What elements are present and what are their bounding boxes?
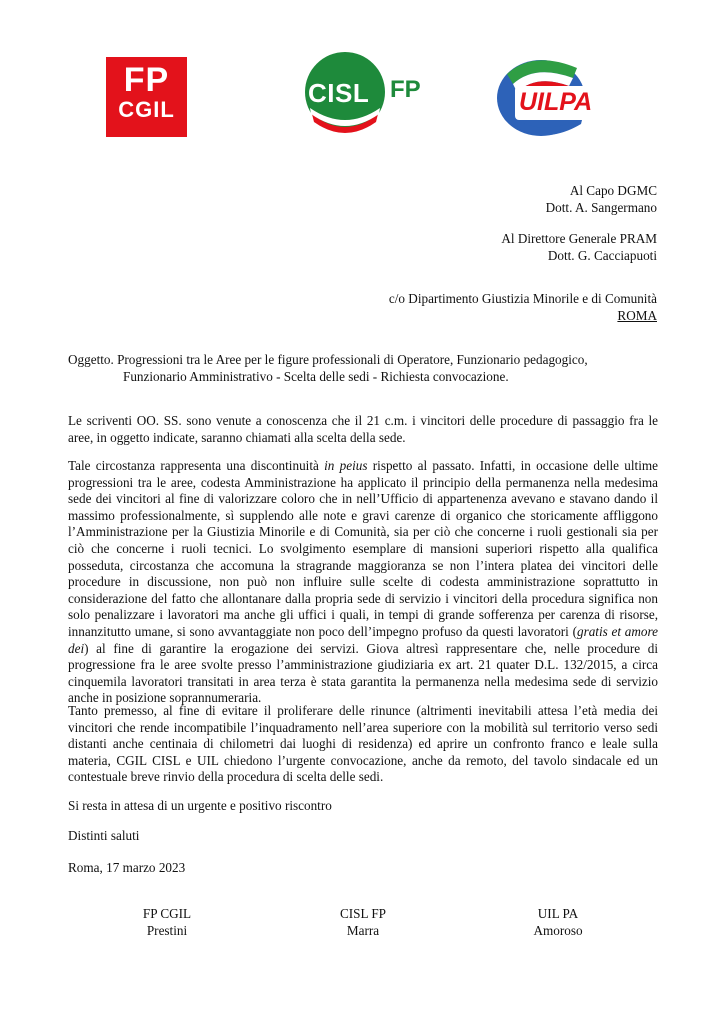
signature-uil-pa (498, 906, 618, 939)
recipient-block-2 (501, 230, 657, 264)
recipient-3-line-1: c/o Dipartimento Giustizia Minorile e di Comunità (388, 291, 657, 306)
signature-cisl-fp (303, 906, 423, 939)
subject-line (68, 351, 668, 385)
closing-salutation: Distinti saluti (68, 828, 140, 843)
uil-pa-logo-text: UILPA (519, 88, 593, 116)
body-paragraph-2-emphasis-2: gratis et amore dei (68, 623, 658, 656)
fp-cgil-logo (106, 57, 187, 137)
signature-fp-cgil (107, 906, 227, 939)
body-paragraph-2-emphasis-1: in peius (324, 458, 368, 473)
cisl-logo-text: CISL (308, 78, 370, 108)
signature-name: Prestini (146, 922, 188, 938)
signature-name: Marra (346, 922, 380, 938)
recipient-block-3 (389, 290, 657, 324)
uil-pa-logo (493, 52, 623, 140)
body-paragraph-2 (68, 458, 658, 707)
subject-line-2: Funzionario Amministrativo - Scelta delle sedi - Richiesta convocazione. (123, 369, 509, 385)
body-paragraph-2-part-c: ) al fine di garantire la erogazione dei servizi. Giova altresì rappresentare che, nelle procedure di progressione fra le aree svolte presso l’amministrazione giudiziaria ex art. 21 quater D.L. 132/2015, a circa cinquemila lavoratori transitati in area terza è stata garantita la permanenza nella medesima sede di servizio anche in posizione soprannumeraria. (68, 640, 658, 706)
fp-cgil-logo-line2: CGIL (118, 97, 175, 122)
recipient-2-line-2: Dott. G. Cacciapuoti (547, 248, 657, 263)
body-paragraph-3: Tanto premesso, al fine di evitare il proliferare delle rinunce (altrimenti inevitabili attesa l’età media dei vincitori che rende incompatibile l’inquadramento nell’area superiore con la mobilità sul territorio verso sedi distanti anche centinaia di chilometri dai luoghi di residenza) ed aprire un confronto franco e leale sulla materia, CGIL CISL e UIL chiedono l’urgente convocazione, anche da remoto, del tavolo sindacale ed un contestuale breve rinvio della procedura di scelta delle sedi. (68, 703, 658, 785)
body-paragraph-2-part-a: Tale circostanza rappresenta una discontinuità (68, 458, 325, 473)
body-paragraph-4: Si resta in attesa di un urgente e positivo riscontro (68, 798, 332, 813)
cisl-fp-logo-suffix: FP (390, 76, 421, 103)
body-paragraph-2-part-b: rispetto al passato. Infatti, in occasione delle ultime progressioni tra le aree, codesta Amministrazione ha applicato il principio della permanenza nella medesima sede dei vincitori al fine di valorizzare coloro che in nell’Ufficio di appartenenza avevano e stavano dando il massimo professionalmente, sì supplendo alle note e gravi carenze di organico che storicamente affliggono l’Amministrazione per la Giustizia Minorile e di Comunità, sia per ciò che concerne i ruoli gestionali sia per ciò che concerne i ruoli tecnici. Lo svolgimento esemplare di mansioni superiori rispetto alla qualifica posseduta, circostanza che accomuna la stragrande maggioranza se non l’intera platea dei vincitori delle procedure in discussione, non può non influire sulle scelte di codesta amministrazione soprattutto in considerazione del fatto che allontanare dalla propria sede di servizio i vincitori della procedura significa non solo penalizzare i lavoratori ma anche gli uffici i quali, in tempi di grande sofferenza per carenza di risorse, innanzitutto umane, si sono avvantaggiate non poco dell’impegno profuso da questi lavoratori ( (68, 458, 658, 639)
recipient-1-line-1: Al Capo DGMC (569, 183, 657, 198)
recipient-3-city: ROMA (617, 308, 657, 323)
letter-date: Roma, 17 marzo 2023 (68, 860, 186, 875)
body-paragraph-1: Le scriventi OO. SS. sono venute a conoscenza che il 21 c.m. i vincitori delle procedure di passaggio fra le aree, in oggetto indicate, saranno chiamati alla scelta della sede. (68, 413, 658, 445)
recipient-1-line-2: Dott. A. Sangermano (545, 200, 657, 215)
signature-org: FP CGIL (142, 906, 192, 921)
recipient-2-line-1: Al Direttore Generale PRAM (501, 231, 657, 246)
cisl-fp-logo (296, 48, 431, 140)
signature-org: UIL PA (537, 906, 579, 921)
subject-line-1: Oggetto. Progressioni tra le Aree per le figure professionali di Operatore, Funzionario pedagogico, (68, 352, 588, 367)
signature-name: Amoroso (533, 922, 583, 938)
recipient-block-1 (546, 182, 657, 216)
signature-org: CISL FP (339, 906, 387, 921)
fp-cgil-logo-line1: FP (123, 61, 170, 99)
